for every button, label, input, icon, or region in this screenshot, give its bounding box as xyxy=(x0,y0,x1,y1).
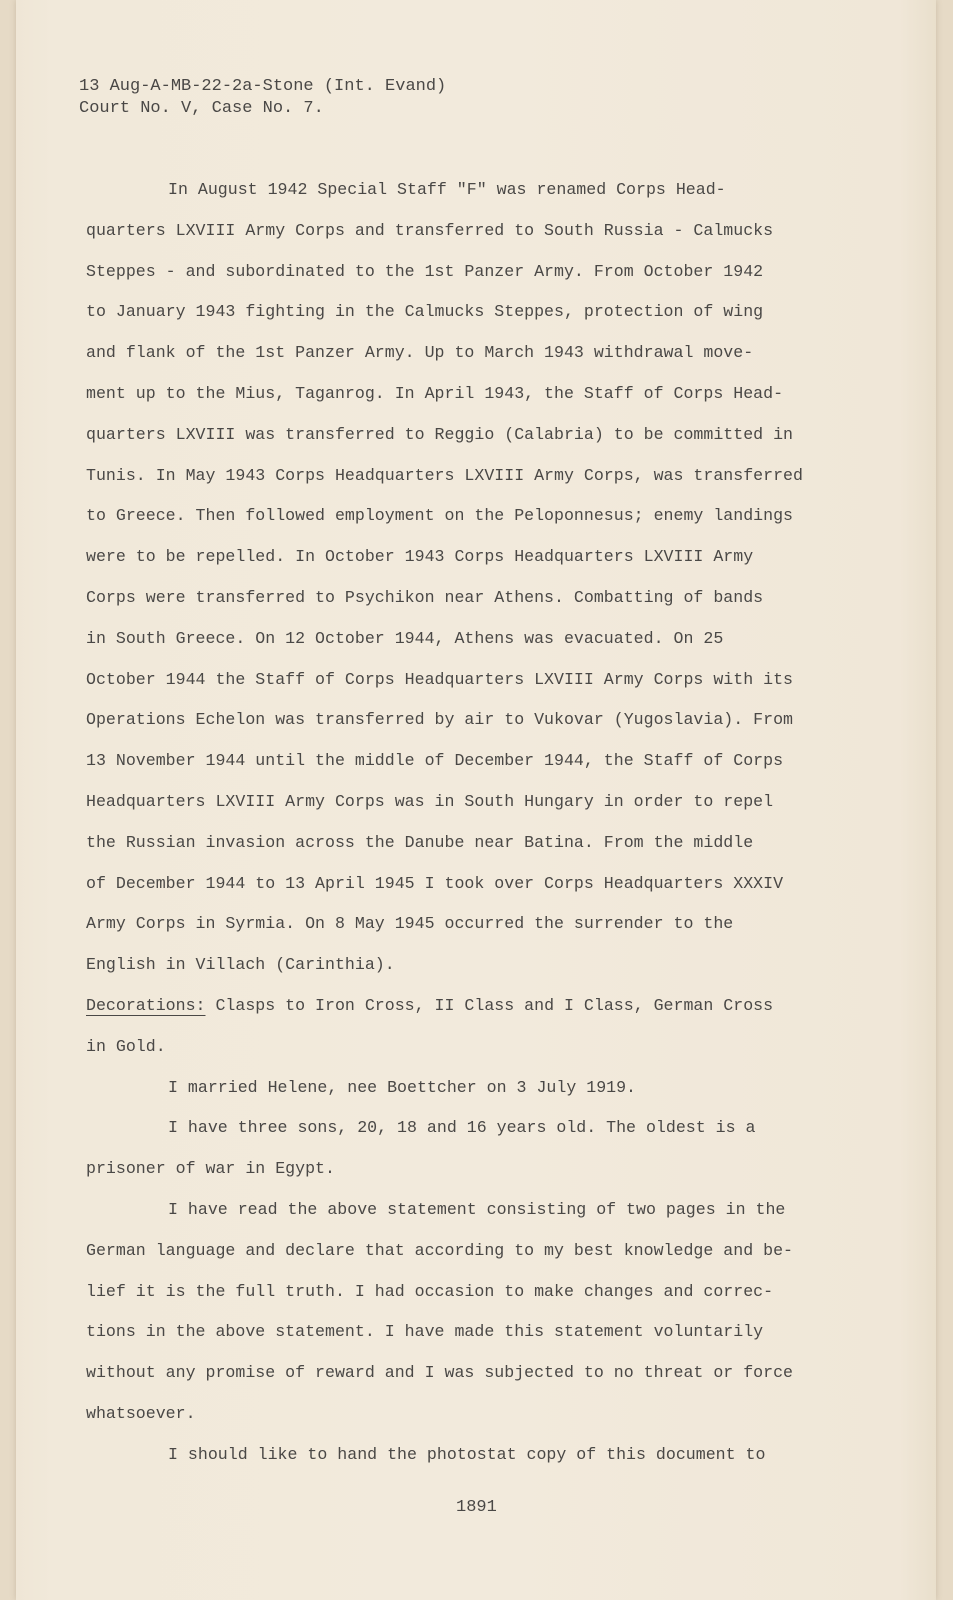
page-number: 1891 xyxy=(456,1498,497,1517)
text-line: prisoner of war in Egypt. xyxy=(86,1159,335,1179)
text-line: Tunis. In May 1943 Corps Headquarters LXVIII Army Corps, was transferred xyxy=(86,465,803,485)
text-line: Corps were transferred to Psychikon near Athens. Combatting of bands xyxy=(86,587,764,607)
text-line: to January 1943 fighting in the Calmucks Steppes, protection of wing xyxy=(86,302,764,322)
text-line: ment up to the Mius, Taganrog. In April 1943, the Staff of Corps Head- xyxy=(86,383,784,403)
text-line: without any promise of reward and I was subjected to no threat or force xyxy=(86,1363,794,1383)
decorations-line xyxy=(86,986,836,1027)
text-line: whatsoever. xyxy=(86,1403,196,1423)
text-line: lief it is the full truth. I had occasion to make changes and correc- xyxy=(86,1281,774,1301)
text-line: the Russian invasion across the Danube near Batina. From the middle xyxy=(86,832,754,852)
document-page xyxy=(16,0,936,1600)
text-line: to Greece. Then followed employment on the Peloponnesus; enemy landings xyxy=(86,506,794,526)
text-line: October 1944 the Staff of Corps Headquarters LXVIII Army Corps with its xyxy=(86,669,794,689)
text-line: Headquarters LXVIII Army Corps was in South Hungary in order to repel xyxy=(86,791,774,811)
marriage-line: I married Helene, nee Boettcher on 3 July 1919. xyxy=(168,1077,637,1097)
text-line: I should like to hand the photostat copy of this document to xyxy=(168,1444,766,1464)
text-line: I have three sons, 20, 18 and 16 years old. The oldest is a xyxy=(168,1118,756,1138)
text-line: quarters LXVIII was transferred to Reggio (Calabria) to be committed in xyxy=(86,424,794,444)
document-body xyxy=(86,170,836,1476)
header-court-case: Court No. V, Case No. 7. xyxy=(79,99,324,118)
decorations-text: Clasps to Iron Cross, II Class and I Class, German Cross xyxy=(205,995,774,1015)
text-line: quarters LXVIII Army Corps and transferred to South Russia - Calmucks xyxy=(86,220,774,240)
text-line: I have read the above statement consisting of two pages in the xyxy=(168,1199,786,1219)
text-line: in South Greece. On 12 October 1944, Athens was evacuated. On 25 xyxy=(86,628,724,648)
text-line: in Gold. xyxy=(86,1036,166,1056)
text-line: were to be repelled. In October 1943 Corps Headquarters LXVIII Army xyxy=(86,547,754,567)
text-line: Army Corps in Syrmia. On 8 May 1945 occurred the surrender to the xyxy=(86,914,734,934)
text-line: and flank of the 1st Panzer Army. Up to March 1943 withdrawal move- xyxy=(86,343,754,363)
header-reference: 13 Aug-A-MB-22-2a-Stone (Int. Evand) xyxy=(79,77,447,96)
text-line: 13 November 1944 until the middle of December 1944, the Staff of Corps xyxy=(86,751,784,771)
document-header xyxy=(79,76,446,120)
text-line: In August 1942 Special Staff "F" was renamed Corps Head- xyxy=(168,180,726,199)
text-line: Steppes - and subordinated to the 1st Panzer Army. From October 1942 xyxy=(86,261,764,281)
text-line: of December 1944 to 13 April 1945 I took over Corps Headquarters XXXIV xyxy=(86,873,784,893)
text-line: English in Villach (Carinthia). xyxy=(86,955,395,975)
text-line: tions in the above statement. I have made this statement voluntarily xyxy=(86,1322,764,1342)
decorations-label: Decorations: xyxy=(86,995,206,1015)
text-line: German language and declare that according to my best knowledge and be- xyxy=(86,1240,794,1260)
text-line: Operations Echelon was transferred by air to Vukovar (Yugoslavia). From xyxy=(86,710,794,730)
